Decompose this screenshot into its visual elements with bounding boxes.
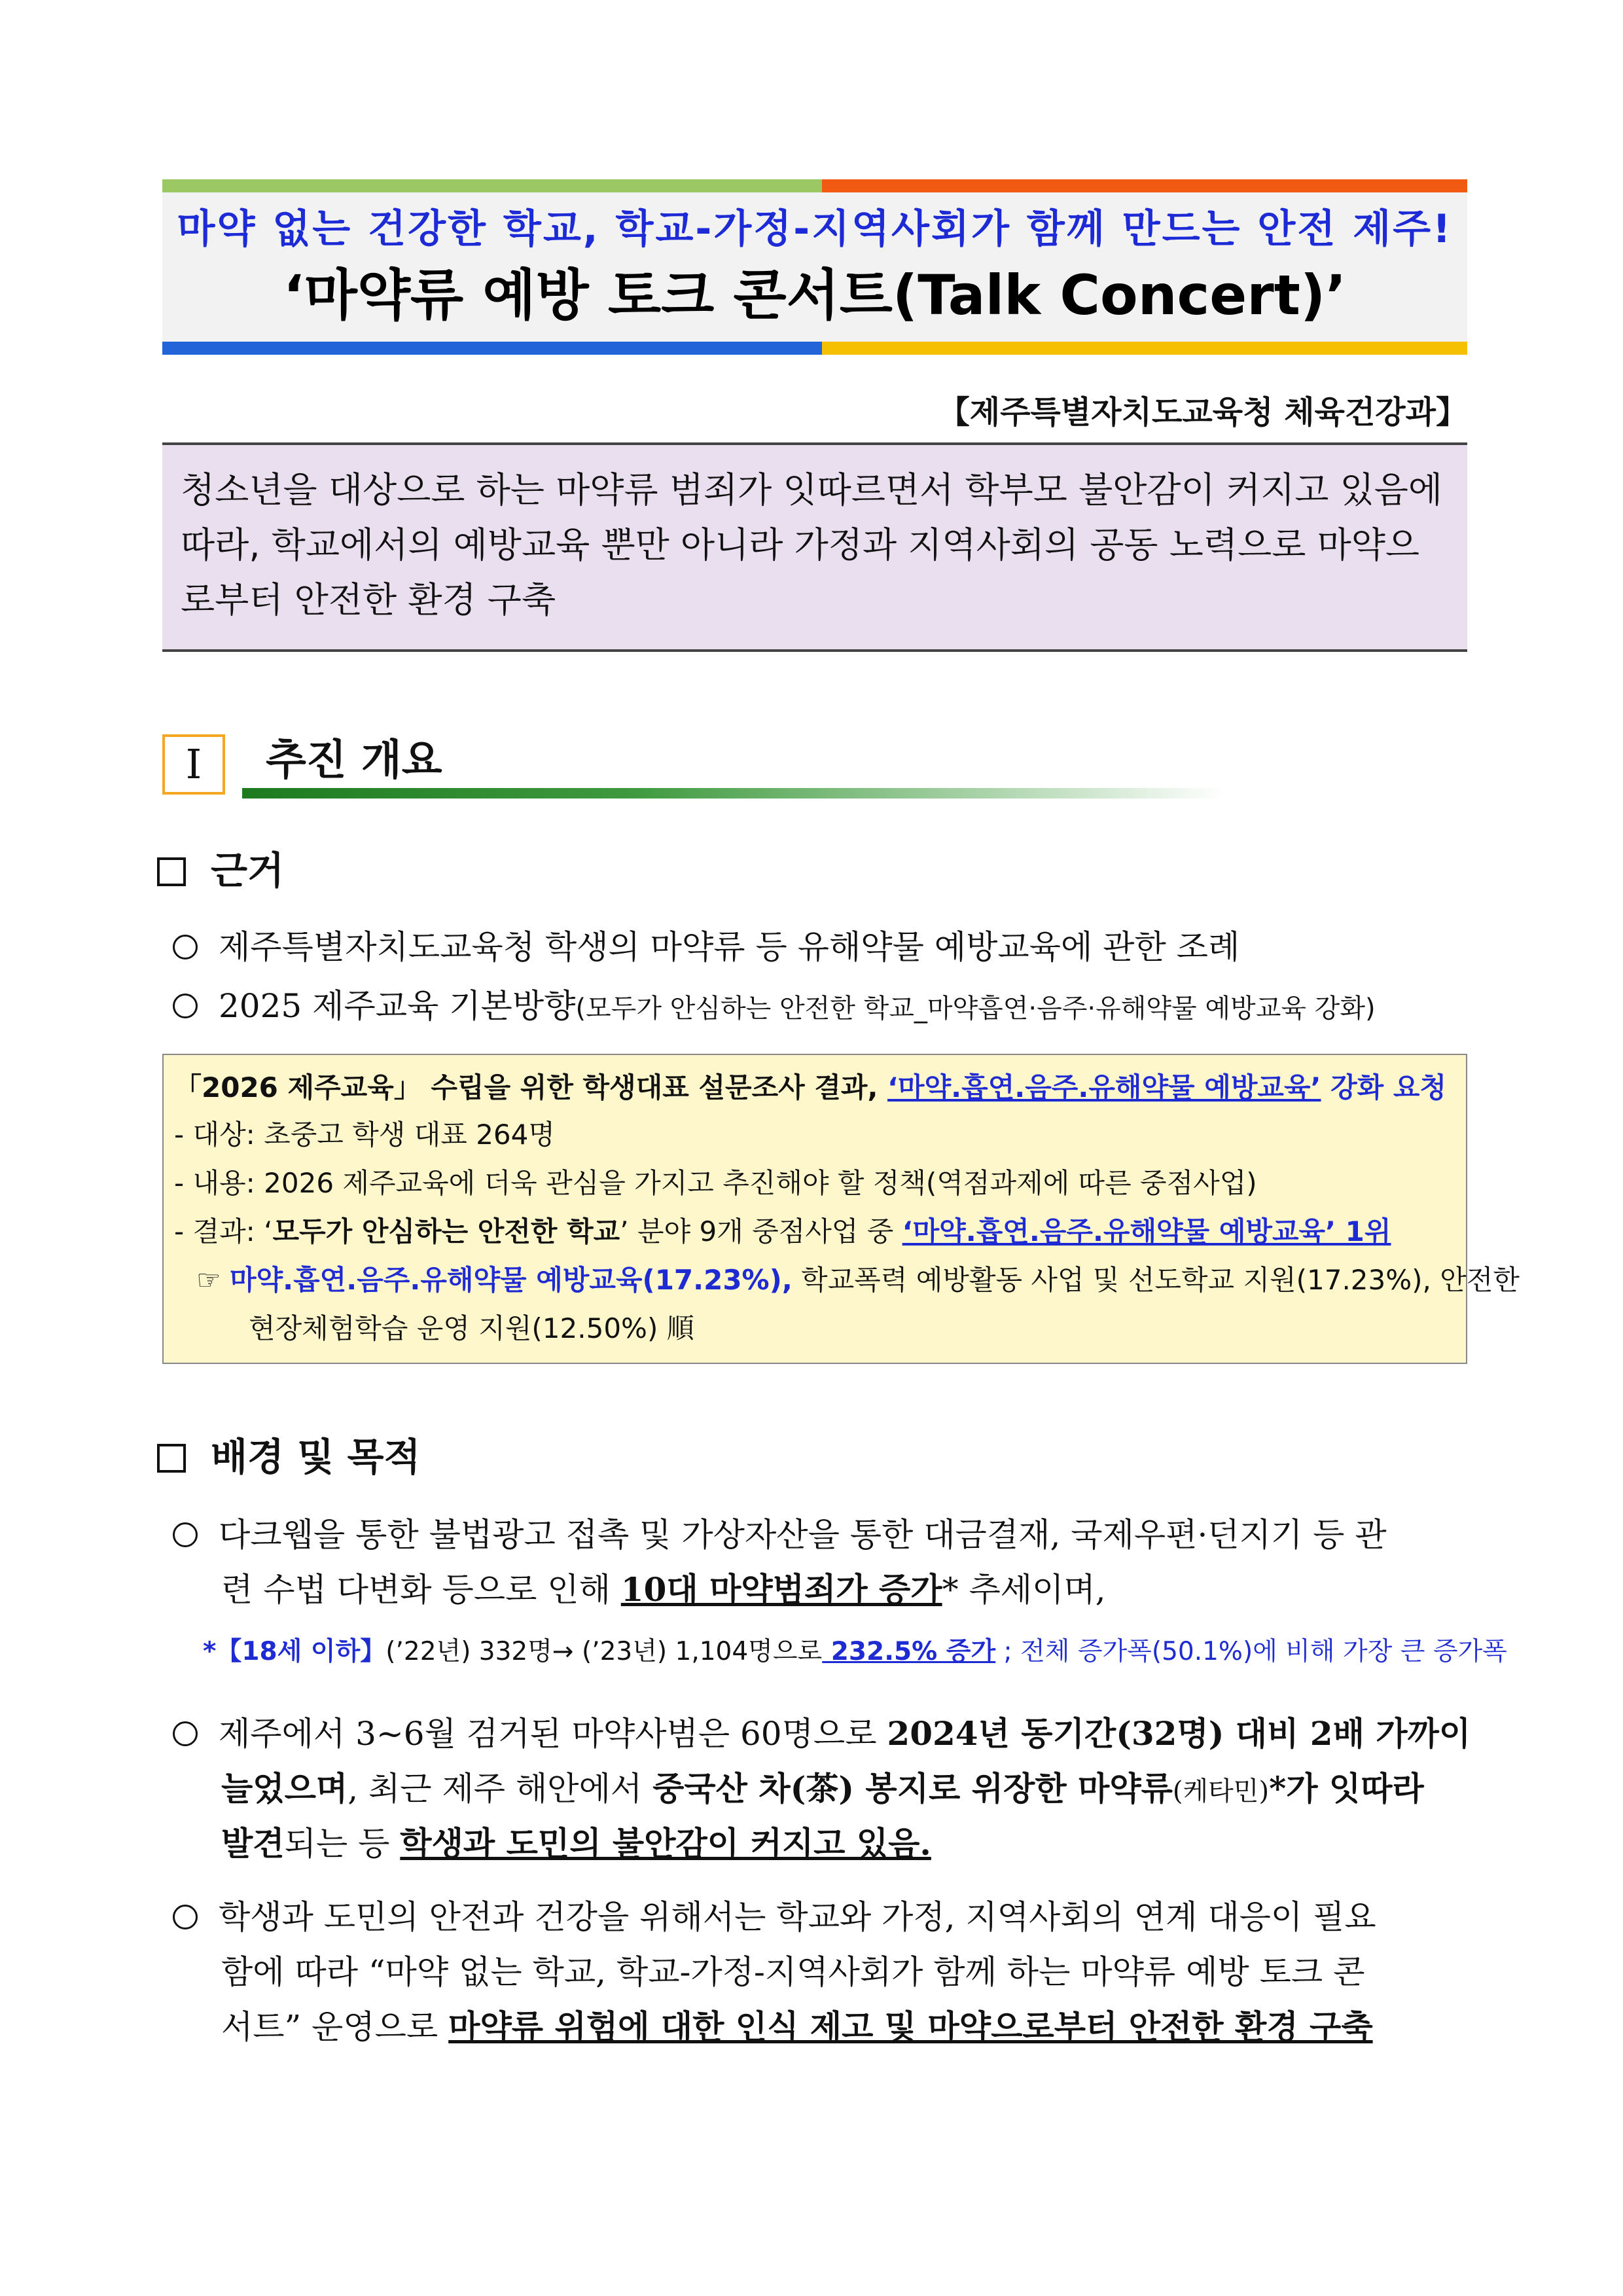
survey-result-c: ’ 분야 9개 중점사업 중: [620, 1215, 902, 1247]
p3-line1-text: 학생과 도민의 안전과 건강을 위해서는 학교와 가정, 지역사회의 연계 대응이 필요: [219, 1898, 1376, 1936]
survey-result-b: 모두가 안심하는 안전한 학교: [272, 1215, 620, 1247]
checkbox-square-icon: [157, 1444, 186, 1473]
page-title: ‘마약류 예방 토크 콘서트(Talk Concert)’: [283, 263, 1347, 327]
basis-item-2-note: (모두가 안심하는 안전한 학교_마약흡연·음주·유해약물 예방교육 강화): [575, 994, 1376, 1024]
p1-line2-c: * 추세이며,: [942, 1571, 1106, 1609]
background-p3-line1: [173, 1894, 1376, 1940]
basis-item-2: [173, 983, 1376, 1031]
title-bar-top-green: [162, 179, 822, 192]
background-heading-text: 배경 및 목적: [211, 1435, 421, 1479]
survey-target: - 대상: 초중고 학생 대표 264명: [174, 1119, 555, 1151]
circle-bullet-icon: [173, 1905, 198, 1929]
background-p1-line1-text: 다크웹을 통한 불법광고 접촉 및 가상자산을 통한 대금결재, 국제우편·던지기 등 관: [219, 1516, 1387, 1554]
p2-line3-a: 발견: [221, 1824, 285, 1863]
footnote: [203, 1634, 1507, 1670]
basis-heading-text: 근거: [211, 848, 285, 893]
p2-line1-b: 2024년 동기간(32명) 대비 2배 가까이: [887, 1714, 1471, 1753]
background-p3-line3: [221, 2004, 1373, 2050]
title-bar-bottom-yellow: [822, 342, 1467, 355]
circle-bullet-icon: [173, 1721, 198, 1746]
survey-title-c: 강화 요청: [1321, 1071, 1447, 1103]
p2-line2-e: *가 잇따라: [1269, 1769, 1424, 1808]
footnote-d: ; 전체 증가폭(50.1%)에 비해 가장 큰 증가폭: [995, 1637, 1507, 1666]
section-underline: [242, 788, 1224, 798]
survey-title-highlight: ‘마약.흡연.음주.유해약물 예방교육’: [887, 1071, 1321, 1103]
basis-item-1: [173, 924, 1240, 970]
title-subtitle: 마약 없는 건강한 학교, 학교-가정-지역사회가 함께 만드는 안전 제주!: [177, 206, 1453, 252]
basis-item-1-text: 제주특별자치도교육청 학생의 마약류 등 유해약물 예방교육에 관한 조례: [219, 928, 1240, 966]
section-title: 추진 개요: [266, 736, 442, 785]
summary-line-3: 로부터 안전한 환경 구축: [181, 579, 556, 620]
footnote-b: (’22년) 332명→ (’23년) 1,104명으로: [385, 1637, 823, 1666]
circle-bullet-icon: [173, 935, 198, 960]
survey-detail-a: 마약.흡연.음주.유해약물 예방교육(17.23%),: [230, 1264, 793, 1296]
survey-result-d: ‘마약.흡연.음주.유해약물 예방교육’ 1위: [902, 1215, 1391, 1247]
p2-line1-a: 제주에서 3~6월 검거된 마약사범은 60명으로: [219, 1715, 887, 1753]
circle-bullet-icon: [173, 1522, 198, 1547]
footnote-a: *【18세 이하】: [203, 1637, 386, 1666]
p2-line2-a: 늘었으며: [221, 1769, 348, 1808]
checkbox-square-icon: [157, 857, 186, 886]
p2-line3-b: 되는 등: [284, 1825, 401, 1863]
p3-line3-b: 마약류 위험에 대한 인식 제고 및 마약으로부터 안전한 환경 구축: [448, 2007, 1373, 2046]
summary-line-1: 청소년을 대상으로 하는 마약류 범죄가 잇따르면서 학부모 불안감이 커지고 있음에: [181, 469, 1443, 511]
background-p3-line2: 함에 따라 “마약 없는 학교, 학교-가정-지역사회가 함께 하는 마약류 예방 토크 콘: [221, 1953, 1365, 1991]
survey-detail-c: 현장체험학습 운영 지원(12.50%) 順: [249, 1312, 694, 1344]
p1-line2-a: 련 수법 다변화 등으로 인해: [221, 1571, 621, 1609]
title-bar-top-orange: [822, 179, 1467, 192]
summary-line-2: 따라, 학교에서의 예방교육 뿐만 아니라 가정과 지역사회의 공동 노력으로 마약으: [181, 524, 1420, 565]
background-p2-line2: [221, 1766, 1424, 1814]
department-label: 【제주특별자치도교육청 체육건강과】: [938, 394, 1467, 431]
p2-line2-d: (케타민): [1172, 1776, 1270, 1806]
p3-line3-a: 서트” 운영으로: [221, 2008, 449, 2046]
p1-line2-b: 10대 마약범죄가 증가: [620, 1570, 942, 1609]
title-bar-bottom-blue: [162, 342, 822, 355]
circle-bullet-icon: [173, 994, 198, 1018]
p2-line2-c: 중국산 차(茶) 봉지로 위장한 마약류: [652, 1769, 1173, 1808]
background-p2-line3: [221, 1821, 931, 1867]
survey-title-a: 「2026 제주교육」 수립을 위한 학생대표 설문조사 결과,: [174, 1071, 888, 1103]
p2-line2-b: , 최근 제주 해안에서: [348, 1770, 653, 1808]
survey-detail: [196, 1261, 1520, 1300]
survey-result-a: - 결과: ‘: [174, 1215, 273, 1247]
survey-title: [174, 1068, 1446, 1107]
pointing-hand-icon: ☞: [196, 1264, 230, 1296]
background-heading: [157, 1431, 421, 1483]
basis-heading: [157, 844, 284, 897]
background-p2-line1: [173, 1711, 1471, 1757]
background-p1-line2: [221, 1567, 1106, 1613]
p2-line3-c: 학생과 도민의 불안감이 커지고 있음.: [400, 1824, 931, 1863]
survey-detail-b: 학교폭력 예방활동 사업 및 선도학교 지원(17.23%), 안전한: [792, 1264, 1520, 1296]
footnote-c: 232.5% 증가: [822, 1637, 996, 1666]
background-p1-line1: [173, 1512, 1387, 1558]
section-number: Ⅰ: [162, 734, 225, 795]
survey-content: - 내용: 2026 제주교육에 더욱 관심을 가지고 추진해야 할 정책(역점과제에 따른 중점사업): [174, 1167, 1257, 1199]
survey-result: [174, 1212, 1391, 1251]
basis-item-2-text: 2025 제주교육 기본방향: [219, 987, 576, 1025]
